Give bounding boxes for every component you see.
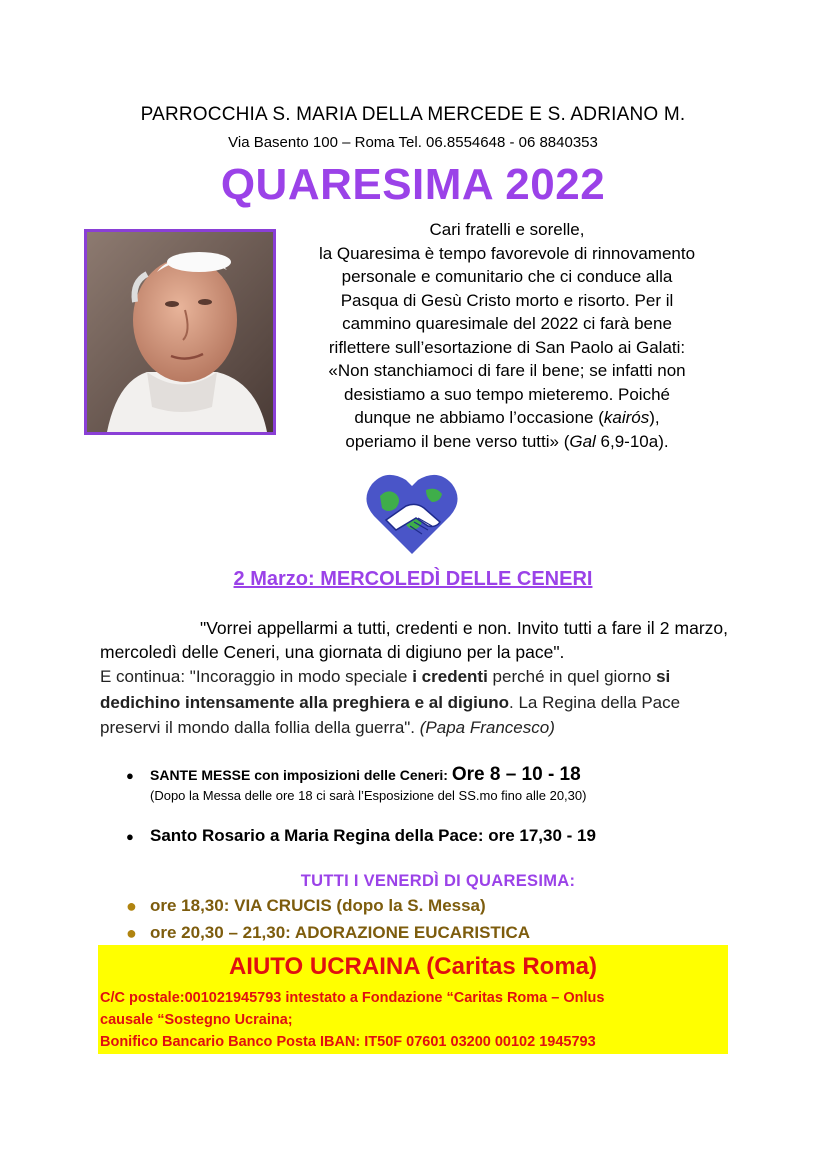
masses-times: Ore 8 – 10 - 18 [451, 764, 581, 785]
letter-line: «Non stanchiamoci di fare il bene; se infatti non [328, 361, 686, 380]
letter-line: Cari fratelli e sorelle, [429, 220, 585, 239]
masses-label: SANTE MESSE con imposizioni delle Ceneri: [150, 767, 452, 783]
heart-hands-icon [366, 470, 458, 556]
letter-line: personale e comunitario che ci conduce alla [341, 267, 673, 286]
letter-line: la Quaresima è tempo favorevole di rinnovamento [318, 243, 696, 263]
list-item-rosary [126, 826, 746, 846]
rosary-text: Santo Rosario a Maria Regina della Pace: ore 17,30 - 19 [150, 826, 596, 845]
bullet-icon: ● [126, 768, 134, 783]
list-item-masses [126, 764, 746, 803]
fridays-heading: TUTTI I VENERDÌ DI QUARESIMA: [300, 872, 576, 890]
quote-paragraph: "Vorrei appellarmi a tutti, credenti e non. Invito tutti a fare il 2 marzo, mercoledì delle Ceneri, una giornata di digiuno per la pace". [100, 618, 728, 662]
quote-bold: si dedichino intensamente alla preghiera e al digiuno [100, 667, 671, 712]
quote-attribution: (Papa Francesco) [419, 718, 555, 737]
letter-text: 6,9-10a). [595, 431, 669, 451]
quote-text: E continua: "Incoraggio in modo speciale [100, 667, 413, 686]
letter-line: riflettere sull’esortazione di San Paolo ai Galati: [328, 337, 686, 357]
list-item-via-crucis [126, 896, 726, 916]
adoration-text: ore 20,30 – 21,30: ADORAZIONE EUCARISTICA [150, 923, 531, 942]
letter-line [292, 406, 722, 430]
bullet-icon: ● [126, 896, 137, 916]
letter-text: ), [649, 408, 660, 427]
parish-address: Via Basento 100 – Roma Tel. 06.8554648 - 06 8840353 [228, 134, 598, 151]
ukraine-aid-title: AIUTO UCRAINA (Caritas Roma) [228, 953, 598, 980]
parish-name: PARROCCHIA S. MARIA DELLA MERCEDE E S. ADRIANO M. [140, 104, 686, 125]
letter-line: Pasqua di Gesù Cristo morto e risorto. Per il [340, 290, 674, 310]
via-crucis-text: ore 18,30: VIA CRUCIS (dopo la S. Messa) [150, 896, 486, 915]
masses-note: (Dopo la Messa delle ore 18 ci sarà l’Esposizione del SS.mo fino alle 20,30) [150, 788, 587, 803]
bank-transfer-line: Bonifico Bancario Banco Posta IBAN: IT50F 07601 03200 00102 1945793 [100, 1034, 596, 1050]
page-title: QUARESIMA 2022 [220, 160, 606, 209]
bullet-icon: ● [126, 829, 134, 844]
quote-bold: i credenti [412, 667, 488, 686]
letter-text: operiamo il bene verso tutti» ( [345, 431, 570, 451]
letter-text: dunque ne abbiamo l’occasione ( [354, 408, 604, 427]
quote-text: perché in quel giorno [487, 667, 657, 686]
letter-line [292, 430, 722, 454]
pope-photo [84, 229, 276, 435]
ukraine-aid-box [98, 945, 728, 1054]
lent-letter [292, 218, 722, 453]
pope-portrait-image [87, 232, 273, 432]
letter-line: cammino quaresimale del 2022 ci farà bene [342, 314, 672, 333]
letter-italic: kairós [603, 408, 650, 427]
letter-line: desistiamo a suo tempo mieteremo. Poiché [344, 384, 670, 404]
pope-quote [100, 616, 728, 741]
postal-account-line: C/C postale:001021945793 intestato a Fondazione “Caritas Roma – Onlus [100, 990, 605, 1006]
donation-reason-line: causale “Sostegno Ucraina; [100, 1012, 293, 1028]
quote-continuation [100, 664, 728, 741]
list-item-adoration [126, 923, 726, 943]
letter-italic: Gal [569, 431, 596, 451]
quote-text: . La Regina della Pace preservi il mondo dalla follia della guerra". [100, 692, 681, 737]
masses-line [126, 764, 746, 786]
ash-wednesday-heading: 2 Marzo: MERCOLEDÌ DELLE CENERI [233, 568, 593, 590]
bullet-icon: ● [126, 923, 137, 943]
